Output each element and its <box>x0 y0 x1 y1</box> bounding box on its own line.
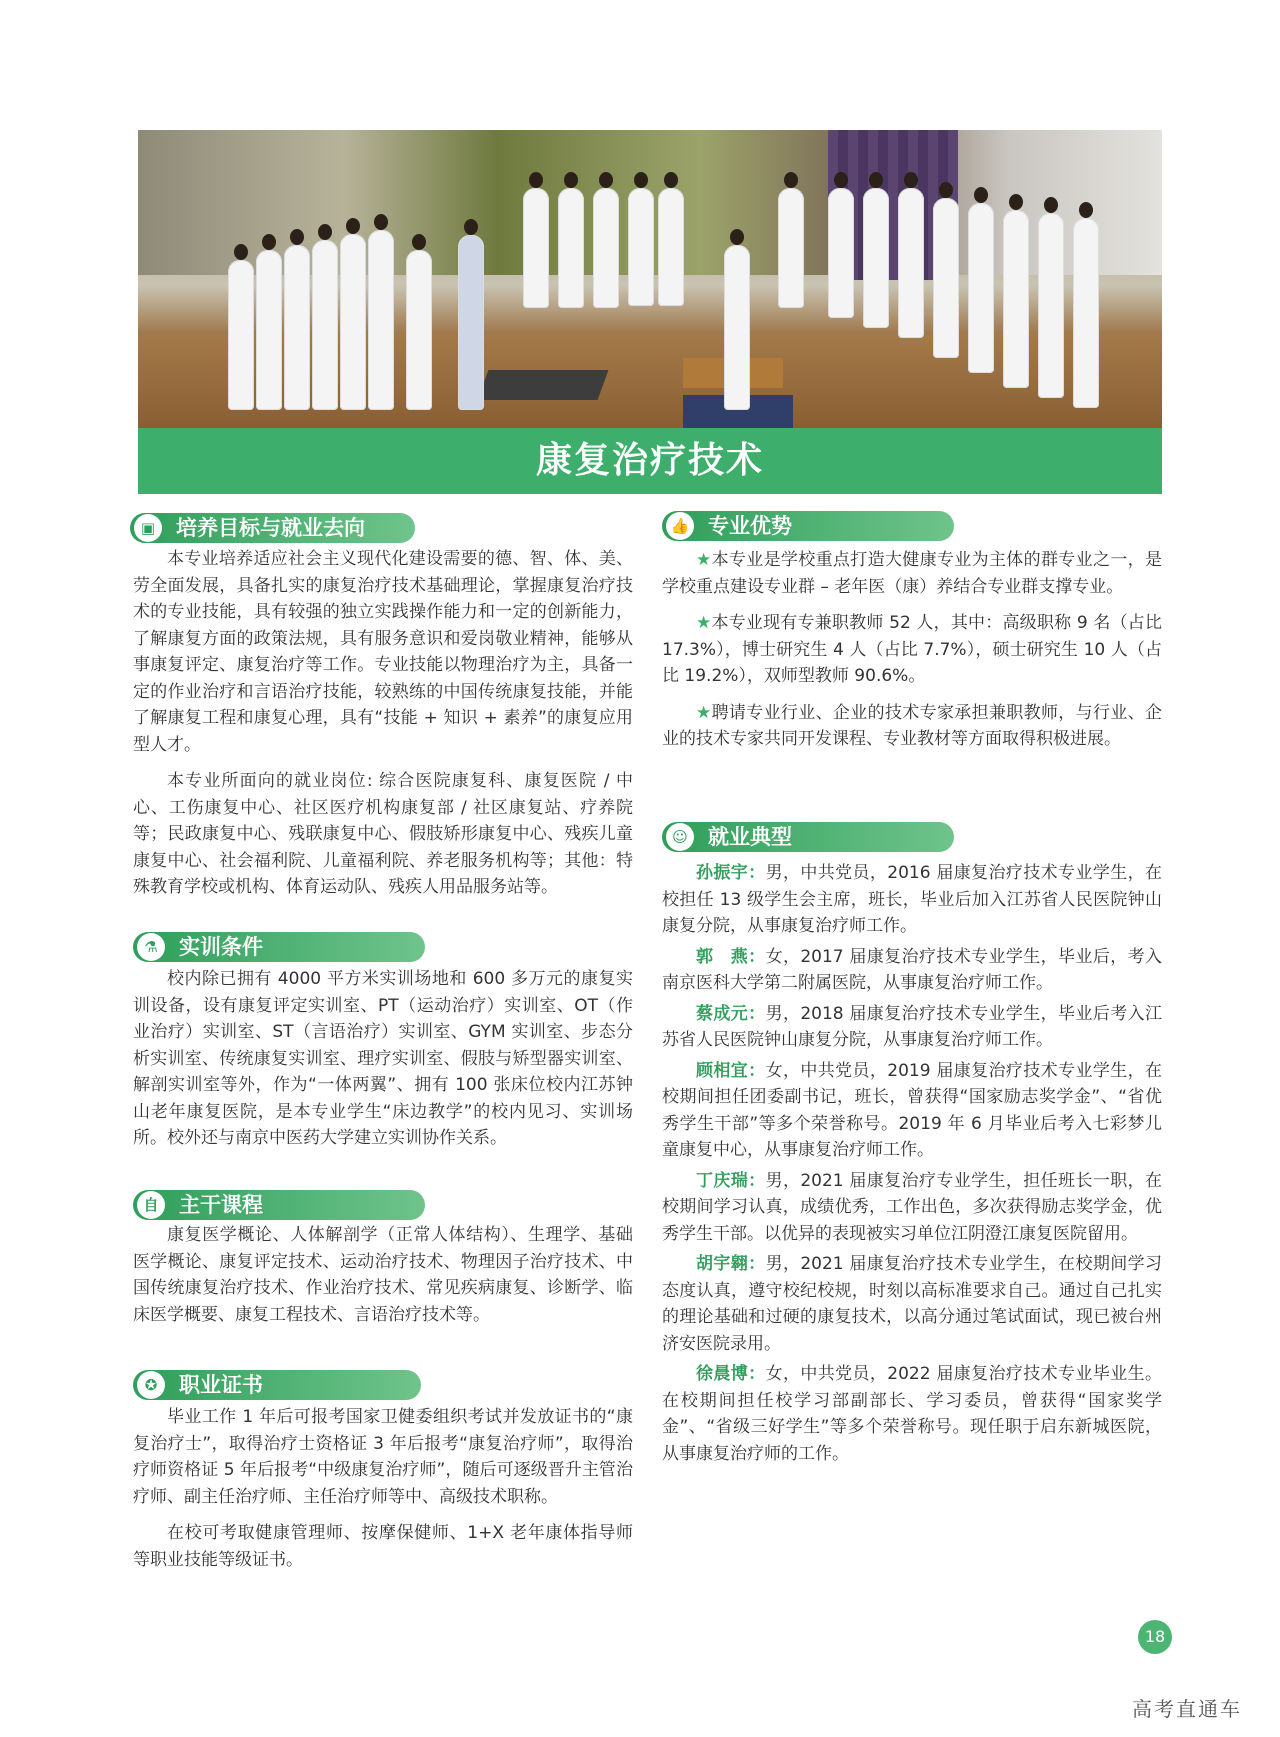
student-name: 胡宇翱： <box>696 1254 766 1274</box>
paragraph: 在校可考取健康管理师、按摩保健师、1+X 老年康体指导师等职业技能等级证书。 <box>133 1523 633 1570</box>
student-name: 郭 燕： <box>696 946 766 967</box>
section-body-training <box>133 966 633 1152</box>
student-name: 丁庆瑞： <box>696 1170 766 1191</box>
hero-photo <box>138 130 1162 428</box>
job-entry: 徐晨博：女，中共党员，2022 届康复治疗技术专业毕业生。在校期间担任校学习部副部长、学习委员，曾获得“国家奖学金”、“省级三好学生”等多个荣誉称号。现任职于启东新城医院，从事康复治疗师的工作。 <box>662 1364 1163 1464</box>
lab-icon: ⚗ <box>137 933 165 961</box>
advantage-item: ★本专业是学校重点打造大健康专业为主体的群专业之一，是学校重点建设专业群 – 老年医（康）养结合专业群支撑专业。 <box>662 550 1162 597</box>
section-title-courses: 主干课程 <box>179 1193 263 1217</box>
thumbs-up-icon: 👍 <box>666 512 694 540</box>
footer-brand: 高考直通车 <box>1132 1697 1242 1721</box>
section-title-advantage: 专业优势 <box>708 514 792 538</box>
section-title-goal: 培养目标与就业去向 <box>176 516 365 540</box>
section-header-jobs <box>662 822 954 852</box>
section-body-goal <box>133 546 633 901</box>
medal-icon: ✪ <box>137 1371 165 1399</box>
student-name: 徐晨博： <box>696 1364 766 1384</box>
advantage-item: ★聘请专业行业、企业的技术专家承担兼职教师，与行业、企业的技术专家共同开发课程、专业教材等方面取得积极进展。 <box>662 702 1162 749</box>
paragraph: 本专业培养适应社会主义现代化建设需要的德、智、体、美、劳全面发展，具备扎实的康复治疗技术基础理论，掌握康复治疗技术的专业技能，具有较强的独立实践操作能力和一定的创新能力，了解康复方面的政策法规，具有服务意识和爱岗敬业精神，能够从事康复评定、康复治疗等工作。专业技能以物理治疗为主，具备一定的作业治疗和言语治疗技能，较熟练的中国传统康复技能，并能了解康复工程和康复心理，具有“技能 + 知识 + 素养”的康复应用型人才。 <box>133 549 633 755</box>
job-entry: 胡宇翱：男，2021 届康复治疗技术专业学生，在校期间学习态度认真，遵守校纪校规，时刻以高标准要求自己。通过自己扎实的理论基础和过硬的康复技术，以高分通过笔试面试，现已被台州济安医院录用。 <box>662 1254 1163 1354</box>
section-header-advantage <box>662 511 954 541</box>
star-icon: ★ <box>696 702 712 723</box>
job-entry: 郭 燕：女，2017 届康复治疗技术专业学生，毕业后，考入南京医科大学第二附属医院，从事康复治疗师工作。 <box>662 946 1163 993</box>
page-number: 18 <box>1138 1620 1172 1654</box>
section-body-cert <box>133 1404 633 1573</box>
section-body-courses <box>133 1222 633 1328</box>
section-body-jobs <box>662 860 1162 1471</box>
section-title-cert: 职业证书 <box>179 1373 263 1397</box>
section-header-cert <box>133 1370 421 1400</box>
section-title-training: 实训条件 <box>179 935 263 959</box>
people-icon: ☺ <box>666 823 694 851</box>
job-entry: 丁庆瑞：男，2021 届康复治疗专业学生，担任班长一职，在校期间学习认真，成绩优秀，工作出色，多次获得励志奖学金，优秀学生干部。以优异的表现被实习单位江阴澄江康复医院留用。 <box>662 1170 1163 1244</box>
paragraph: 毕业工作 1 年后可报考国家卫健委组织考试并发放证书的“康复治疗士”，取得治疗士资格证 3 年后报考“康复治疗师”，取得治疗师资格证 5 年后报考“中级康复治疗师”，随后可逐级晋升主管治疗师、副主任治疗师、主任治疗师等中、高级技术职称。 <box>133 1407 633 1507</box>
student-name: 孙振宇： <box>696 863 766 883</box>
paragraph: 校内除已拥有 4000 平方米实训场地和 600 多万元的康复实训设备，设有康复评定实训室、PT（运动治疗）实训室、OT（作业治疗）实训室、ST（言语治疗）实训室、GYM 实训室、步态分析实训室、传统康复实训室、理疗实训室、假肢与矫型器实训室、解剖实训室等外，作为“一体两翼”、拥有 100 张床位校内江苏钟山老年康复医院，是本专业学生“床边教学”的校内见习、实训场所。校外还与南京中医药大学建立实训协作关系。 <box>133 969 633 1148</box>
section-header-training <box>133 932 425 962</box>
section-title-jobs: 就业典型 <box>708 825 792 849</box>
section-header-goal <box>130 513 415 543</box>
section-body-advantage <box>662 547 1162 753</box>
job-entry: 孙振宇：男，中共党员，2016 届康复治疗技术专业学生，在校担任 13 级学生会主席，班长，毕业后加入江苏省人民医院钟山康复分院，从事康复治疗师工作。 <box>662 863 1163 936</box>
student-name: 蔡成元： <box>696 1003 766 1024</box>
star-icon: ★ <box>696 613 712 633</box>
job-entry: 蔡成元：男，2018 届康复治疗技术专业学生，毕业后考入江苏省人民医院钟山康复分院，从事康复治疗师工作。 <box>662 1003 1163 1050</box>
page-title: 康复治疗技术 <box>138 428 1162 494</box>
student-name: 顾相宜： <box>696 1060 766 1081</box>
job-entry: 顾相宜：女，中共党员，2019 届康复治疗技术专业学生，在校期间担任团委副书记，班长，曾获得“国家励志奖学金”、“省优秀学生干部”等多个荣誉称号。2019 年 6 月毕业后考入七彩梦儿童康复中心，从事康复治疗师工作。 <box>662 1060 1163 1160</box>
courses-icon: 自 <box>137 1191 165 1219</box>
paragraph: 康复医学概论、人体解剖学（正常人体结构）、生理学、基础医学概论、康复评定技术、运动治疗技术、物理因子治疗技术、中国传统康复治疗技术、作业治疗技术、常见疾病康复、诊断学、临床医学概要、康复工程技术、言语治疗技术等。 <box>133 1225 633 1325</box>
section-header-courses <box>133 1190 425 1220</box>
star-icon: ★ <box>696 550 712 570</box>
paragraph: 本专业所面向的就业岗位: 综合医院康复科、康复医院 / 中心、工伤康复中心、社区医疗机构康复部 / 社区康复站、疗养院等；民政康复中心、残联康复中心、假肢矫形康复中心、残疾儿童康复中心、社会福利院、儿童福利院、养老服务机构等；其他：特殊教育学校或机构、体育运动队、残疾人用品服务站等。 <box>133 771 633 897</box>
advantage-item: ★本专业现有专兼职教师 52 人，其中：高级职称 9 名（占比 17.3%），博士研究生 4 人（占比 7.7%），硕士研究生 10 人（占比 19.2%），双师型教师 90.6%。 <box>662 613 1162 686</box>
monitor-icon: ▣ <box>134 514 162 542</box>
